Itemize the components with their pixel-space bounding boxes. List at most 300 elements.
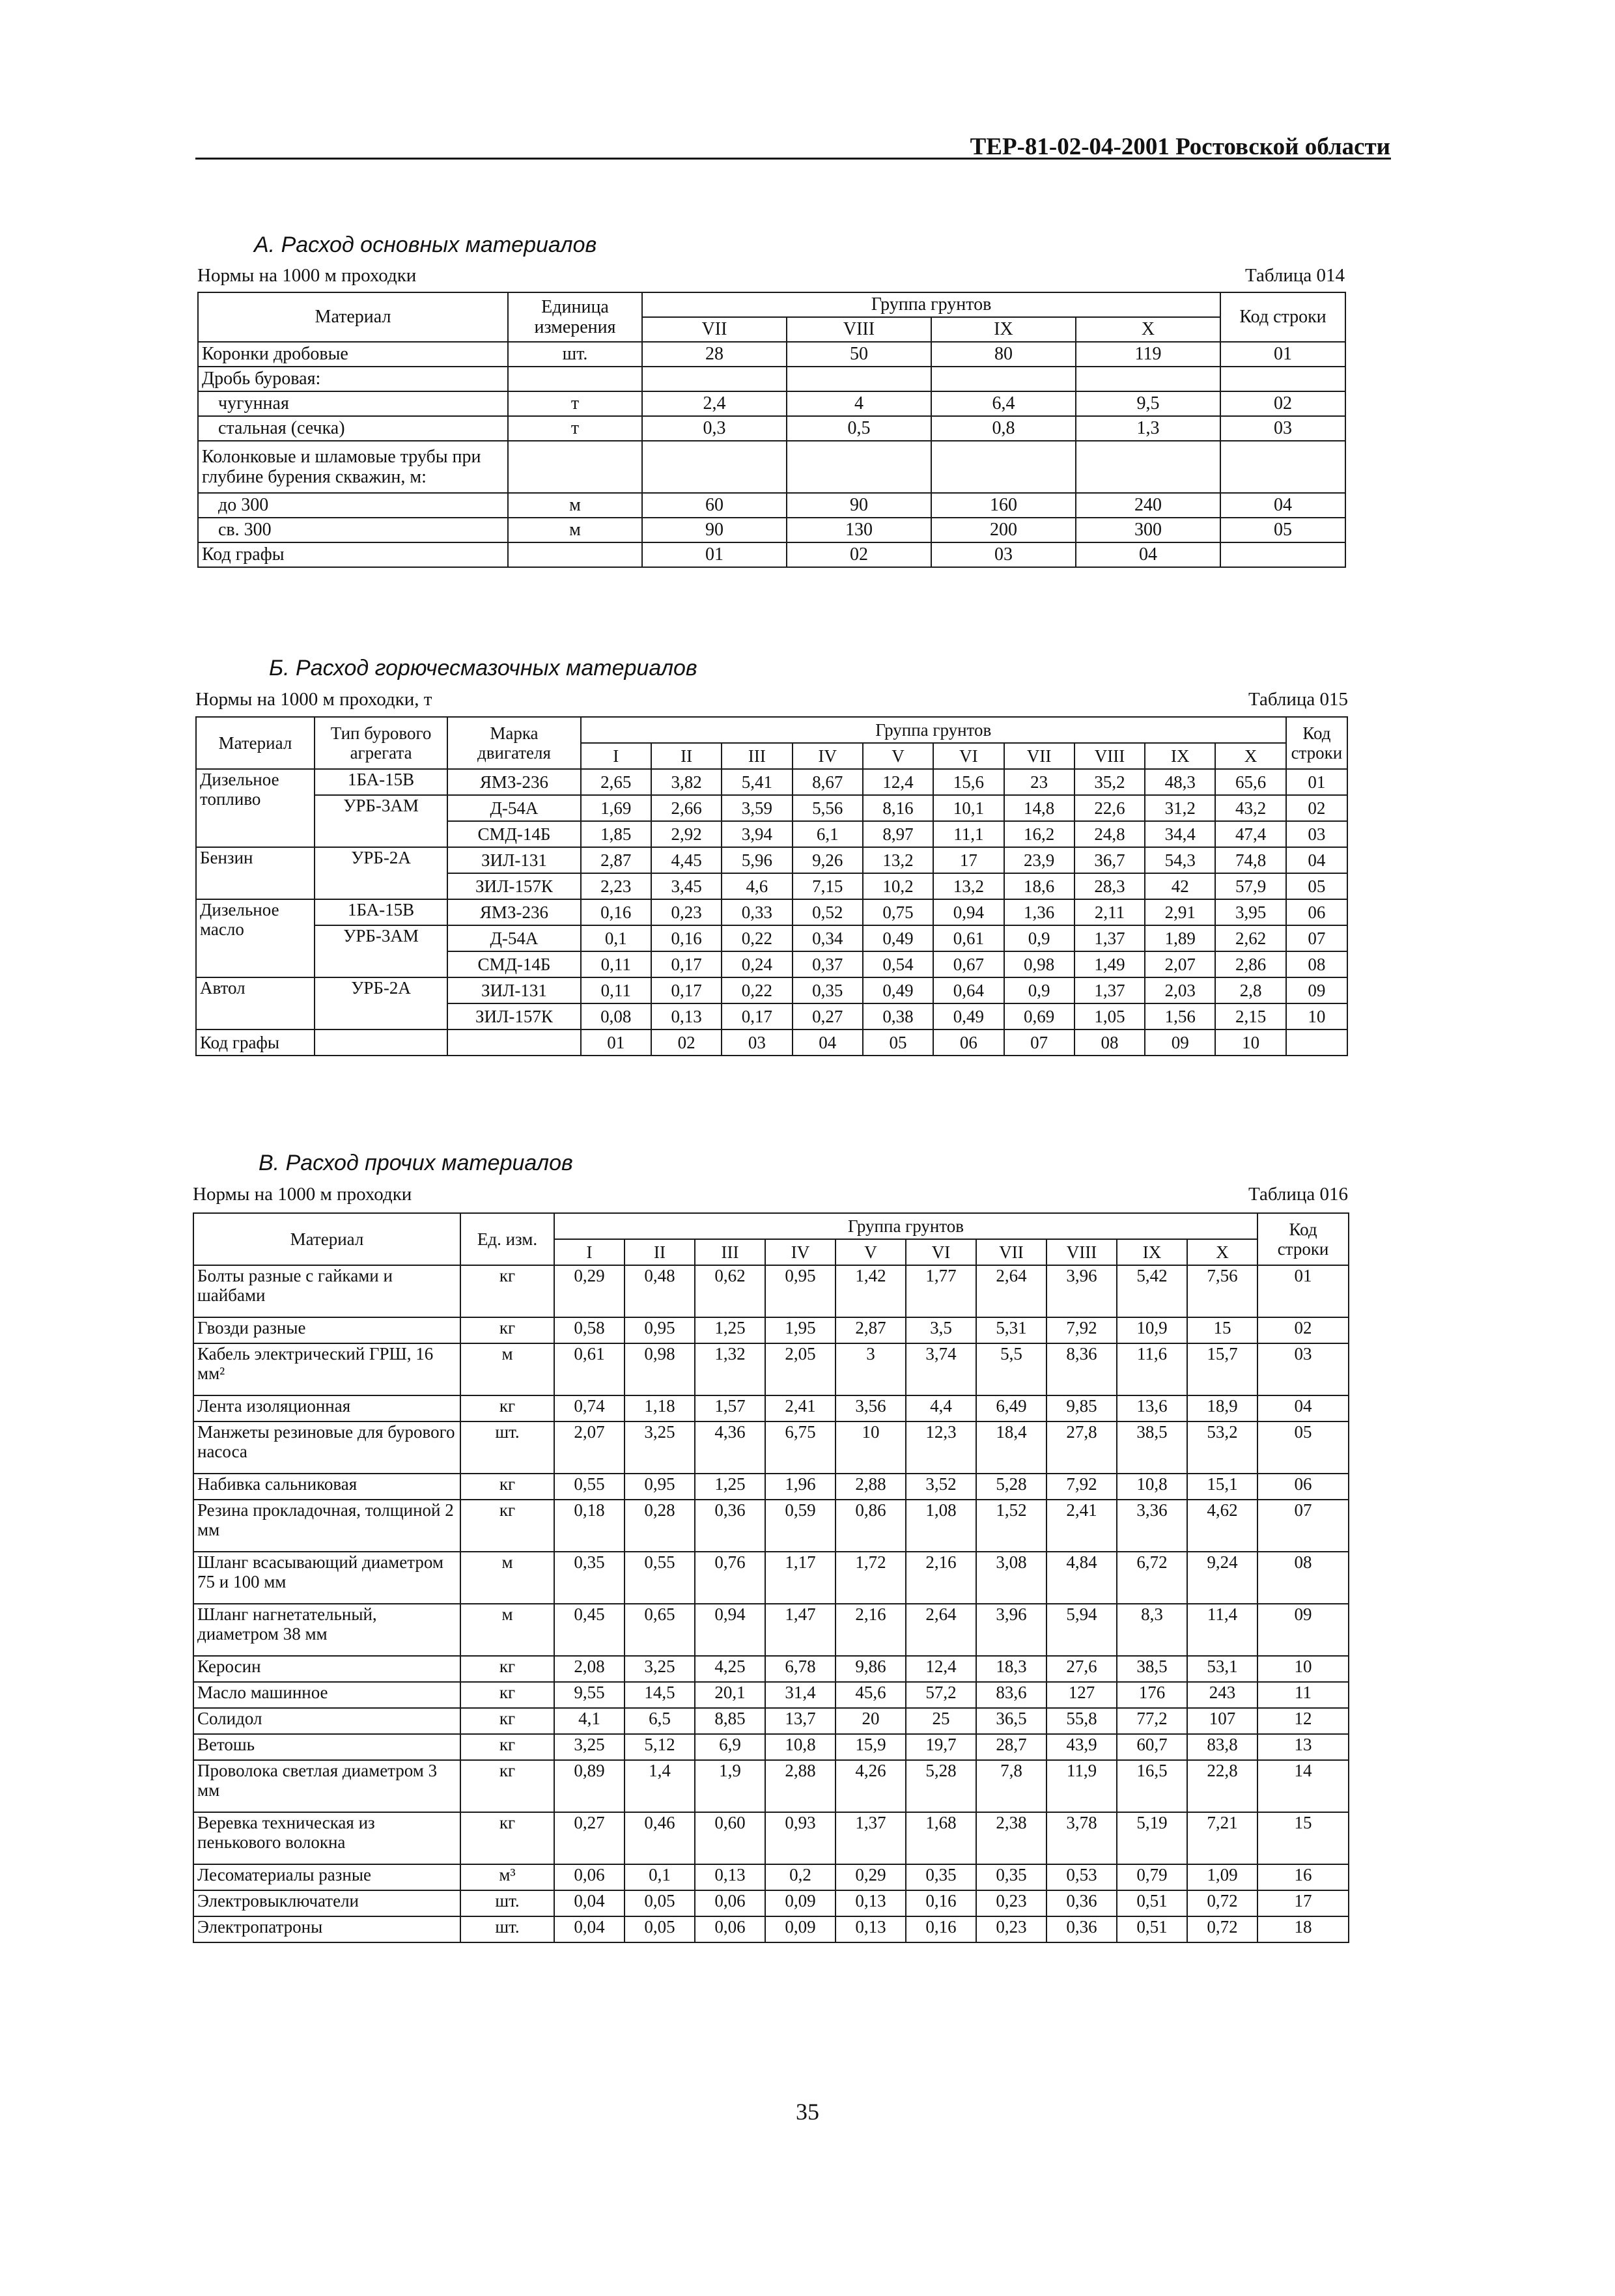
- unit-cell: т: [508, 416, 642, 441]
- table-row: [198, 518, 1345, 542]
- value-cell: 3,45: [651, 873, 722, 899]
- value-cell: 22,8: [1187, 1760, 1257, 1812]
- value-cell: 1,42: [836, 1265, 906, 1317]
- value-cell: 0,22: [722, 925, 792, 951]
- value-cell: 35,2: [1074, 769, 1145, 795]
- value-cell: 2,16: [836, 1604, 906, 1656]
- value-cell: 7,8: [976, 1760, 1046, 1812]
- column-code-cell: 04: [1076, 542, 1220, 567]
- col-header-row-code: Код строки: [1220, 292, 1345, 342]
- value-cell: 3,25: [625, 1656, 695, 1682]
- material-name: Ветошь: [193, 1734, 460, 1760]
- material-name: Шланг всасывающий диаметром 75 и 100 мм: [193, 1552, 460, 1604]
- table-015-label: Таблица 015: [1248, 689, 1348, 710]
- row-code-cell: 09: [1257, 1604, 1349, 1656]
- column-code-label: Код графы: [198, 542, 508, 567]
- row-code-cell: 10: [1257, 1656, 1349, 1682]
- value-cell: 54,3: [1145, 847, 1215, 873]
- value-cell: 4,1: [554, 1708, 625, 1734]
- value-cell: 2,05: [765, 1343, 836, 1395]
- section-c-norms: Нормы на 1000 м проходки: [193, 1184, 412, 1205]
- page-number: 35: [796, 2099, 819, 2125]
- value-cell: 0,35: [793, 977, 863, 1003]
- value-cell: 3,25: [554, 1734, 625, 1760]
- unit-cell: кг: [460, 1317, 554, 1343]
- value-cell: 0,06: [554, 1864, 625, 1890]
- row-code-cell: 06: [1257, 1474, 1349, 1500]
- value-cell: 5,28: [976, 1474, 1046, 1500]
- value-cell: 1,3: [1076, 416, 1220, 441]
- value-cell: 0,64: [933, 977, 1004, 1003]
- value-cell: 5,42: [1117, 1265, 1187, 1317]
- col-header-group: IX: [1145, 743, 1215, 769]
- value-cell: 0,13: [836, 1890, 906, 1916]
- value-cell: 11,9: [1046, 1760, 1117, 1812]
- unit-cell: [508, 441, 642, 493]
- value-cell: 0,46: [625, 1812, 695, 1864]
- col-header-group: VIII: [1074, 743, 1145, 769]
- value-cell: 8,85: [695, 1708, 765, 1734]
- engine-cell: Д-54А: [447, 925, 580, 951]
- column-code-cell: 03: [722, 1029, 792, 1056]
- section-a-title: А. Расход основных материалов: [254, 232, 597, 257]
- value-cell: 8,97: [863, 821, 933, 847]
- value-cell: 3,74: [906, 1343, 976, 1395]
- value-cell: 2,66: [651, 795, 722, 821]
- table-row: [193, 1708, 1349, 1734]
- value-cell: 0,16: [651, 925, 722, 951]
- material-name: Солидол: [193, 1708, 460, 1734]
- rig-type-cell: 1БА-15В: [315, 899, 447, 925]
- value-cell: 0,35: [906, 1864, 976, 1890]
- value-cell: 2,86: [1215, 951, 1285, 977]
- value-cell: 2,88: [765, 1760, 836, 1812]
- value-cell: 0,69: [1004, 1003, 1074, 1029]
- value-cell: 3: [836, 1343, 906, 1395]
- value-cell: 3,25: [625, 1421, 695, 1474]
- value-cell: 5,41: [722, 769, 792, 795]
- value-cell: 53,1: [1187, 1656, 1257, 1682]
- value-cell: 1,89: [1145, 925, 1215, 951]
- row-code-cell: 06: [1286, 899, 1347, 925]
- value-cell: 0,09: [765, 1890, 836, 1916]
- value-cell: 0,22: [722, 977, 792, 1003]
- value-cell: 1,57: [695, 1395, 765, 1421]
- table-row: [193, 1760, 1349, 1812]
- column-code-label: Код графы: [196, 1029, 315, 1056]
- value-cell: 6,78: [765, 1656, 836, 1682]
- value-cell: 0,08: [581, 1003, 651, 1029]
- material-name: Коронки дробовые: [198, 342, 508, 367]
- value-cell: 130: [787, 518, 931, 542]
- value-cell: 1,37: [1074, 977, 1145, 1003]
- value-cell: 7,21: [1187, 1812, 1257, 1864]
- value-cell: 83,8: [1187, 1734, 1257, 1760]
- value-cell: 18,9: [1187, 1395, 1257, 1421]
- value-cell: 74,8: [1215, 847, 1285, 873]
- value-cell: 1,56: [1145, 1003, 1215, 1029]
- value-cell: 160: [931, 493, 1076, 518]
- value-cell: 8,36: [1046, 1343, 1117, 1395]
- value-cell: 1,68: [906, 1812, 976, 1864]
- unit-cell: шт.: [460, 1421, 554, 1474]
- value-cell: 5,19: [1117, 1812, 1187, 1864]
- section-a-norms: Нормы на 1000 м проходки: [197, 265, 417, 286]
- row-code-cell: 02: [1257, 1317, 1349, 1343]
- unit-cell: м³: [460, 1864, 554, 1890]
- value-cell: 4,26: [836, 1760, 906, 1812]
- table-016: [193, 1212, 1349, 1943]
- table-row: [198, 441, 1345, 493]
- value-cell: 83,6: [976, 1682, 1046, 1708]
- value-cell: 0,48: [625, 1265, 695, 1317]
- value-cell: 10: [836, 1421, 906, 1474]
- col-header-material: Материал: [198, 292, 508, 342]
- unit-cell: кг: [460, 1395, 554, 1421]
- unit-cell: шт.: [508, 342, 642, 367]
- value-cell: 1,25: [695, 1474, 765, 1500]
- unit-cell: кг: [460, 1474, 554, 1500]
- table-row: [196, 769, 1347, 795]
- table-row: [193, 1890, 1349, 1916]
- row-code-cell: 18: [1257, 1916, 1349, 1942]
- value-cell: 16,2: [1004, 821, 1074, 847]
- value-cell: 27,6: [1046, 1656, 1117, 1682]
- value-cell: 2,11: [1074, 899, 1145, 925]
- value-cell: 38,5: [1117, 1656, 1187, 1682]
- material-name: Кабель электрический ГРШ, 16 мм²: [193, 1343, 460, 1395]
- value-cell: 2,41: [1046, 1500, 1117, 1552]
- value-cell: 0,16: [581, 899, 651, 925]
- value-cell: 7,56: [1187, 1265, 1257, 1317]
- value-cell: 0,23: [651, 899, 722, 925]
- value-cell: 0,98: [1004, 951, 1074, 977]
- col-header-group: I: [554, 1239, 625, 1265]
- column-code-cell: 02: [651, 1029, 722, 1056]
- value-cell: 0,11: [581, 951, 651, 977]
- value-cell: 14,5: [625, 1682, 695, 1708]
- col-header-soil-group: Группа грунтов: [581, 717, 1286, 743]
- value-cell: 0,29: [554, 1265, 625, 1317]
- value-cell: 45,6: [836, 1682, 906, 1708]
- value-cell: 240: [1076, 493, 1220, 518]
- row-code-cell: 01: [1257, 1265, 1349, 1317]
- value-cell: 10,9: [1117, 1317, 1187, 1343]
- value-cell: 6,5: [625, 1708, 695, 1734]
- value-cell: 0,94: [695, 1604, 765, 1656]
- col-header-group: II: [625, 1239, 695, 1265]
- material-name: Бензин: [196, 847, 315, 899]
- value-cell: 22,6: [1074, 795, 1145, 821]
- value-cell: 0,04: [554, 1916, 625, 1942]
- value-cell: 2,08: [554, 1656, 625, 1682]
- row-code-cell: 02: [1220, 391, 1345, 416]
- value-cell: 0,1: [581, 925, 651, 951]
- empty-cell: [447, 1029, 580, 1056]
- value-cell: 0,16: [906, 1890, 976, 1916]
- value-cell: 4,45: [651, 847, 722, 873]
- column-code-cell: 03: [931, 542, 1076, 567]
- column-code-cell: 05: [863, 1029, 933, 1056]
- value-cell: 0,75: [863, 899, 933, 925]
- material-name: Манжеты резиновые для бурового насоса: [193, 1421, 460, 1474]
- value-cell: 20: [836, 1708, 906, 1734]
- col-header-material: Материал: [196, 717, 315, 769]
- value-cell: 0,35: [554, 1552, 625, 1604]
- value-cell: 0,13: [651, 1003, 722, 1029]
- col-header-rig-type: Тип бурового агрегата: [315, 717, 447, 769]
- value-cell: 176: [1117, 1682, 1187, 1708]
- value-cell: 0,93: [765, 1812, 836, 1864]
- table-row: [193, 1864, 1349, 1890]
- col-header-unit: Ед. изм.: [460, 1213, 554, 1265]
- row-code-cell: 13: [1257, 1734, 1349, 1760]
- value-cell: 4,62: [1187, 1500, 1257, 1552]
- value-cell: 15: [1187, 1317, 1257, 1343]
- value-cell: 0,33: [722, 899, 792, 925]
- col-header-group: IV: [793, 743, 863, 769]
- material-name: Электропатроны: [193, 1916, 460, 1942]
- table-row: [193, 1734, 1349, 1760]
- value-cell: 12,3: [906, 1421, 976, 1474]
- value-cell: 0,95: [625, 1474, 695, 1500]
- col-header-group: I: [581, 743, 651, 769]
- value-cell: [1076, 367, 1220, 391]
- value-cell: 23,9: [1004, 847, 1074, 873]
- value-cell: 31,2: [1145, 795, 1215, 821]
- row-code-cell: 05: [1286, 873, 1347, 899]
- rig-type-cell: УРБ-3АМ: [315, 925, 447, 977]
- material-name: Лента изоляционная: [193, 1395, 460, 1421]
- table-row: [193, 1265, 1349, 1317]
- value-cell: 2,91: [1145, 899, 1215, 925]
- value-cell: 20,1: [695, 1682, 765, 1708]
- value-cell: 60: [642, 493, 787, 518]
- value-cell: 0,62: [695, 1265, 765, 1317]
- col-header-group: V: [863, 743, 933, 769]
- column-code-cell: 07: [1004, 1029, 1074, 1056]
- value-cell: 60,7: [1117, 1734, 1187, 1760]
- material-name: Болты разные с гайками и шайбами: [193, 1265, 460, 1317]
- material-name: Дизельное топливо: [196, 769, 315, 847]
- value-cell: 11,4: [1187, 1604, 1257, 1656]
- value-cell: 0,67: [933, 951, 1004, 977]
- value-cell: 3,36: [1117, 1500, 1187, 1552]
- col-header-group: II: [651, 743, 722, 769]
- row-code-cell: 03: [1257, 1343, 1349, 1395]
- unit-cell: м: [508, 518, 642, 542]
- value-cell: 6,49: [976, 1395, 1046, 1421]
- value-cell: 1,37: [1074, 925, 1145, 951]
- col-header-group: VII: [642, 317, 787, 342]
- value-cell: 43,2: [1215, 795, 1285, 821]
- value-cell: 6,4: [931, 391, 1076, 416]
- row-code-cell: 01: [1286, 769, 1347, 795]
- column-code-cell: 01: [642, 542, 787, 567]
- value-cell: 1,4: [625, 1760, 695, 1812]
- value-cell: 6,72: [1117, 1552, 1187, 1604]
- unit-cell: кг: [460, 1812, 554, 1864]
- material-name: Проволока светлая диаметром 3 мм: [193, 1760, 460, 1812]
- value-cell: [642, 367, 787, 391]
- value-cell: 0,60: [695, 1812, 765, 1864]
- value-cell: 34,4: [1145, 821, 1215, 847]
- value-cell: 0,49: [863, 977, 933, 1003]
- col-header-row-code: Код строки: [1286, 717, 1347, 769]
- material-name: Керосин: [193, 1656, 460, 1682]
- value-cell: 57,2: [906, 1682, 976, 1708]
- table-row: [196, 1029, 1347, 1056]
- col-header-group: IX: [931, 317, 1076, 342]
- col-header-group: X: [1187, 1239, 1257, 1265]
- value-cell: 1,77: [906, 1265, 976, 1317]
- value-cell: 3,94: [722, 821, 792, 847]
- value-cell: 1,08: [906, 1500, 976, 1552]
- col-header-unit: Единица измерения: [508, 292, 642, 342]
- value-cell: 0,09: [765, 1916, 836, 1942]
- value-cell: 0,36: [1046, 1890, 1117, 1916]
- unit-cell: кг: [460, 1734, 554, 1760]
- row-code-cell: 08: [1286, 951, 1347, 977]
- value-cell: 0,2: [765, 1864, 836, 1890]
- table-row: [198, 367, 1345, 391]
- material-name: Веревка техническая из пенькового волокна: [193, 1812, 460, 1864]
- table-row: [193, 1682, 1349, 1708]
- value-cell: 15,1: [1187, 1474, 1257, 1500]
- value-cell: 0,94: [933, 899, 1004, 925]
- value-cell: 4,36: [695, 1421, 765, 1474]
- row-code-cell: 02: [1286, 795, 1347, 821]
- value-cell: 5,5: [976, 1343, 1046, 1395]
- value-cell: 0,34: [793, 925, 863, 951]
- value-cell: 0,9: [1004, 977, 1074, 1003]
- value-cell: 0,98: [625, 1343, 695, 1395]
- value-cell: 9,24: [1187, 1552, 1257, 1604]
- value-cell: 0,55: [625, 1552, 695, 1604]
- value-cell: 1,96: [765, 1474, 836, 1500]
- value-cell: 0,51: [1117, 1916, 1187, 1942]
- value-cell: 1,49: [1074, 951, 1145, 977]
- value-cell: 1,9: [695, 1760, 765, 1812]
- value-cell: 0,35: [976, 1864, 1046, 1890]
- value-cell: 7,15: [793, 873, 863, 899]
- value-cell: 0,06: [695, 1916, 765, 1942]
- value-cell: 65,6: [1215, 769, 1285, 795]
- value-cell: 5,28: [906, 1760, 976, 1812]
- value-cell: 90: [642, 518, 787, 542]
- value-cell: 8,3: [1117, 1604, 1187, 1656]
- value-cell: 2,64: [976, 1265, 1046, 1317]
- rig-type-cell: УРБ-2А: [315, 977, 447, 1029]
- value-cell: 0,8: [931, 416, 1076, 441]
- value-cell: 0,51: [1117, 1890, 1187, 1916]
- value-cell: 10,1: [933, 795, 1004, 821]
- material-name: Автол: [196, 977, 315, 1029]
- value-cell: 5,31: [976, 1317, 1046, 1343]
- value-cell: 0,29: [836, 1864, 906, 1890]
- value-cell: 1,47: [765, 1604, 836, 1656]
- value-cell: 1,32: [695, 1343, 765, 1395]
- value-cell: 55,8: [1046, 1708, 1117, 1734]
- material-name: Электровыключатели: [193, 1890, 460, 1916]
- col-header-group: VII: [976, 1239, 1046, 1265]
- value-cell: 10,2: [863, 873, 933, 899]
- value-cell: 119: [1076, 342, 1220, 367]
- section-b-title: Б. Расход горючесмазочных материалов: [269, 656, 697, 680]
- value-cell: 0,58: [554, 1317, 625, 1343]
- value-cell: 18,3: [976, 1656, 1046, 1682]
- value-cell: 7,92: [1046, 1474, 1117, 1500]
- unit-cell: м: [460, 1552, 554, 1604]
- value-cell: 12,4: [906, 1656, 976, 1682]
- table-row: [196, 795, 1347, 821]
- header-divider: [195, 158, 1391, 160]
- empty-cell: [315, 1029, 447, 1056]
- value-cell: 0,55: [554, 1474, 625, 1500]
- col-header-engine: Марка двигателя: [447, 717, 580, 769]
- value-cell: 1,52: [976, 1500, 1046, 1552]
- value-cell: 0,61: [554, 1343, 625, 1395]
- value-cell: 0,17: [651, 977, 722, 1003]
- value-cell: 14,8: [1004, 795, 1074, 821]
- value-cell: 0,74: [554, 1395, 625, 1421]
- column-code-cell: 04: [793, 1029, 863, 1056]
- value-cell: 0,36: [1046, 1916, 1117, 1942]
- value-cell: 15,6: [933, 769, 1004, 795]
- value-cell: 3,56: [836, 1395, 906, 1421]
- unit-cell: кг: [460, 1682, 554, 1708]
- value-cell: 4,4: [906, 1395, 976, 1421]
- value-cell: 1,37: [836, 1812, 906, 1864]
- unit-cell: кг: [460, 1500, 554, 1552]
- row-code-cell: [1220, 441, 1345, 493]
- table-row: [193, 1812, 1349, 1864]
- value-cell: 0,3: [642, 416, 787, 441]
- value-cell: 0,13: [695, 1864, 765, 1890]
- table-row: [193, 1343, 1349, 1395]
- row-code-cell: 07: [1286, 925, 1347, 951]
- table-row: [193, 1317, 1349, 1343]
- column-code-cell: 08: [1074, 1029, 1145, 1056]
- row-code-cell: 03: [1220, 416, 1345, 441]
- table-row: [193, 1916, 1349, 1942]
- material-name: чугунная: [198, 391, 508, 416]
- value-cell: 0,52: [793, 899, 863, 925]
- material-name: Гвозди разные: [193, 1317, 460, 1343]
- value-cell: 4,6: [722, 873, 792, 899]
- value-cell: 0,89: [554, 1760, 625, 1812]
- value-cell: 0,04: [554, 1890, 625, 1916]
- row-code-cell: 14: [1257, 1760, 1349, 1812]
- value-cell: 3,96: [1046, 1265, 1117, 1317]
- value-cell: 2,15: [1215, 1003, 1285, 1029]
- engine-cell: ЯМЗ-236: [447, 769, 580, 795]
- value-cell: 28,3: [1074, 873, 1145, 899]
- value-cell: 0,16: [906, 1916, 976, 1942]
- unit-cell: [508, 367, 642, 391]
- col-header-group: VI: [906, 1239, 976, 1265]
- value-cell: 3,78: [1046, 1812, 1117, 1864]
- value-cell: 10,8: [1117, 1474, 1187, 1500]
- value-cell: 200: [931, 518, 1076, 542]
- value-cell: 13,2: [863, 847, 933, 873]
- value-cell: 1,95: [765, 1317, 836, 1343]
- value-cell: 0,86: [836, 1500, 906, 1552]
- value-cell: 36,5: [976, 1708, 1046, 1734]
- material-name: стальная (сечка): [198, 416, 508, 441]
- value-cell: 0,5: [787, 416, 931, 441]
- row-code-cell: 08: [1257, 1552, 1349, 1604]
